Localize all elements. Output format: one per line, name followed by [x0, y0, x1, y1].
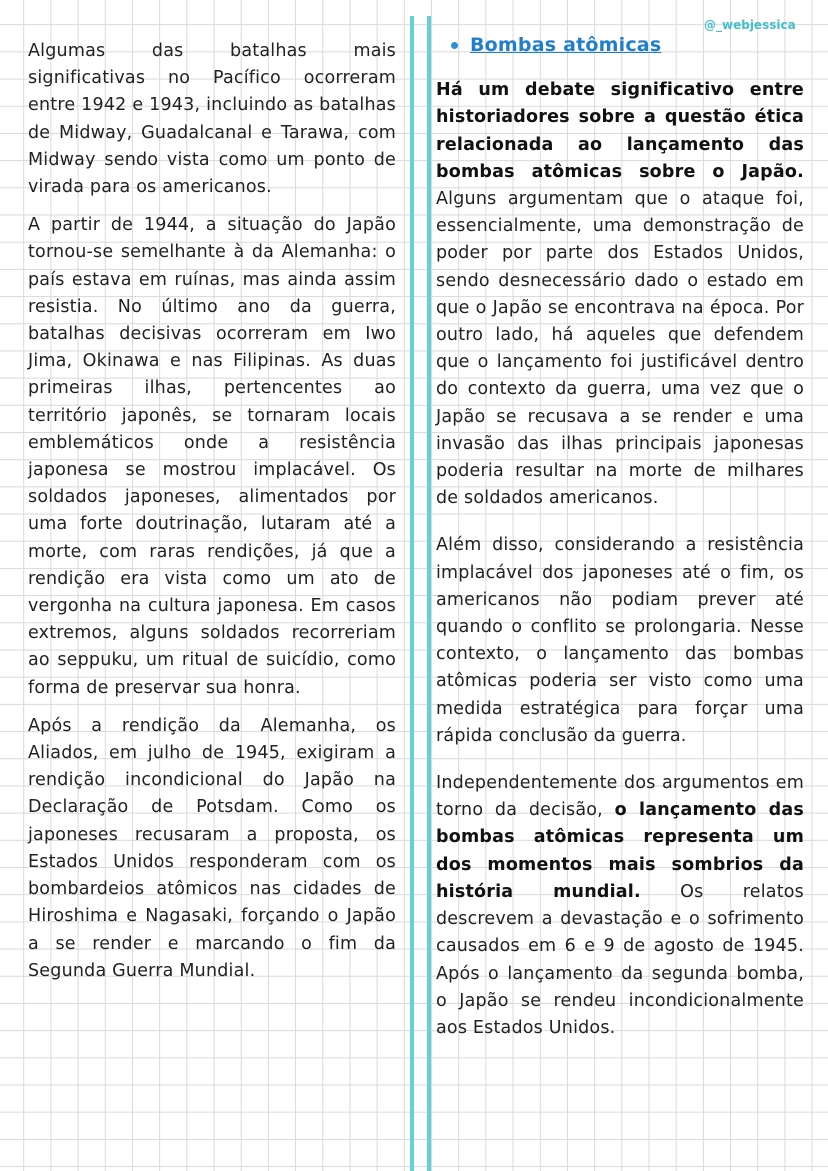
left-column: [28, 38, 396, 996]
section-heading: [436, 32, 804, 59]
bullet-icon: [451, 42, 458, 49]
right-paragraph-3: [436, 770, 804, 1042]
right-paragraph-3-text: Os relatos descrevem a devastação e o sofrimento causados em 6 e 9 de agosto de 1945. Após o lançamento da segunda bomba, o Japão se rendeu incondicionalmente aos Estados Unidos.: [436, 881, 804, 1038]
watermark: @_webjessica: [704, 18, 796, 32]
right-paragraph-1-text: Alguns argumentam que o ataque foi, essencialmente, uma demonstração de poder por parte dos Estados Unidos, sendo desnecessário dado o estado em que o Japão se encontrava na época. Por outro lado, há aqueles que defendem que o lançamento foi justificável dentro do contexto da guerra, uma vez que o Japão se recusava a se render e uma invasão das ilhas principais japonesas poderia resultar na morte de milhares de soldados americanos.: [436, 189, 804, 509]
right-paragraph-1: [436, 77, 804, 512]
right-paragraph-1-bold: Há um debate significativo entre historiadores sobre a questão ética relacionada ao lançamento das bombas atômicas sobre o Japão.: [436, 80, 804, 182]
section-heading-text: Bombas atômicas: [470, 34, 662, 56]
column-divider-left: [410, 16, 414, 1171]
column-divider-right: [427, 16, 431, 1171]
right-column: [436, 32, 804, 1053]
left-paragraph-3: Após a rendição da Alemanha, os Aliados, em julho de 1945, exigiram a rendição incondicional do Japão na Declaração de Potsdam. Como os japoneses recusaram a proposta, os Estados Unidos responderam com os bombardeios atômicos nas cidades de Hiroshima e Nagasaki, forçando o Japão a se render e marcando o fim da Segunda Guerra Mundial.: [28, 715, 396, 981]
left-paragraph-1: Algumas das batalhas mais significativas no Pacífico ocorreram entre 1942 e 1943, incluindo as batalhas de Midway, Guadalcanal e Tarawa, com Midway sendo vista como um ponto de virada para os americanos.: [28, 41, 396, 198]
right-paragraph-3-start: Independentemente dos argumentos em torno da decisão,: [436, 773, 804, 821]
right-paragraph-3-bold: o lançamento das bombas atômicas representa um dos momentos mais sombrios da história mundial.: [436, 800, 805, 902]
right-paragraph-2: Além disso, considerando a resistência implacável dos japoneses até o fim, os americanos não podiam prever até quando o conflito se prolongaria. Nesse contexto, o lançamento das bombas atômicas poderia ser visto como uma medida estratégica para forçar uma rápida conclusão da guerra.: [436, 535, 804, 746]
left-paragraph-2: A partir de 1944, a situação do Japão tornou-se semelhante à da Alemanha: o país estava em ruínas, mas ainda assim resistia. No último ano da guerra, batalhas decisivas ocorreram em Iwo Jima, Okinawa e nas Filipinas. As duas primeiras ilhas, pertencentes ao território japonês, se tornaram locais emblemáticos onde a resistência japonesa se mostrou implacável. Os soldados japoneses, alimentados por uma forte doutrinação, lutaram até a morte, com raras rendições, já que a rendição era vista como um ato de vergonha na cultura japonesa. Em casos extremos, alguns soldados recorreriam ao seppuku, um ritual de suicídio, como forma de preservar sua honra.: [28, 215, 396, 698]
